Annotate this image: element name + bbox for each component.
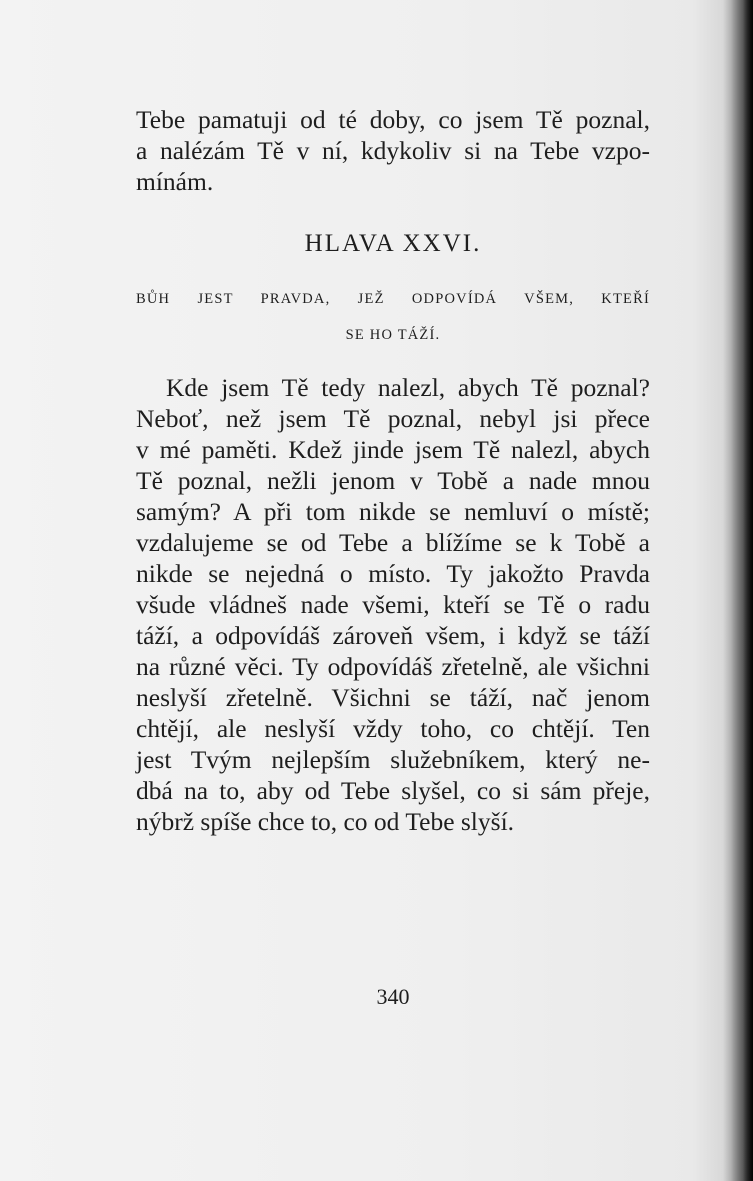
binding-shadow (731, 0, 753, 1181)
chapter-title: HLAVA XXVI. (304, 230, 482, 257)
intro-line: Tebe pamatuji od té doby, co jsem Tě poznal, (136, 105, 650, 134)
intro-line: mínám. (136, 167, 214, 196)
body-line: vzdalujeme se od Tebe a blížíme se k Tobě a (136, 528, 650, 557)
body-line: nýbrž spíše chce to, co od Tebe slyší. (136, 807, 515, 836)
body-line: Neboť, než jsem Tě poznal, nebyl jsi přece (136, 404, 650, 433)
chapter-subtitle-line: BŮH JEST PRAVDA, JEŽ ODPOVÍDÁ VŠEM, KTEŘÍ (136, 291, 650, 307)
body-line: jest Tvým nejlepším služebníkem, který ne- (136, 745, 650, 774)
body-line: chtějí, ale neslyší vždy toho, co chtějí. Ten (136, 714, 650, 743)
body-line: táží, a odpovídáš zároveň všem, i když se táží (136, 621, 650, 650)
body-line: v mé paměti. Kdež jinde jsem Tě nalezl, abych (136, 435, 650, 464)
body-line: samým? A při tom nikde se nemluví o místě; (136, 497, 650, 526)
body-line: Tě poznal, nežli jenom v Tobě a nade mnou (136, 466, 650, 495)
body-line: dbá na to, aby od Tebe slyšel, co si sám přeje, (136, 776, 650, 805)
body-line: nikde se nejedná o místo. Ty jakožto Pravda (136, 559, 650, 588)
chapter-subtitle (136, 281, 650, 353)
body-line: všude vládneš nade všemi, kteří se Tě o radu (136, 590, 650, 619)
page-number: 340 (376, 984, 410, 1009)
intro-paragraph (136, 104, 650, 197)
body-line: na různé věci. Ty odpovídáš zřetelně, ale všichni (136, 652, 650, 681)
body-line: Kde jsem Tě tedy nalezl, abych Tě poznal? (166, 373, 650, 402)
intro-line: a nalézám Tě v ní, kdykoliv si na Tebe vzpo- (136, 136, 650, 165)
body-line: neslyší zřetelně. Všichni se táží, nač jenom (136, 683, 650, 712)
body-paragraph (136, 372, 650, 837)
chapter-subtitle-line: SE HO TÁŽÍ. (345, 327, 441, 343)
